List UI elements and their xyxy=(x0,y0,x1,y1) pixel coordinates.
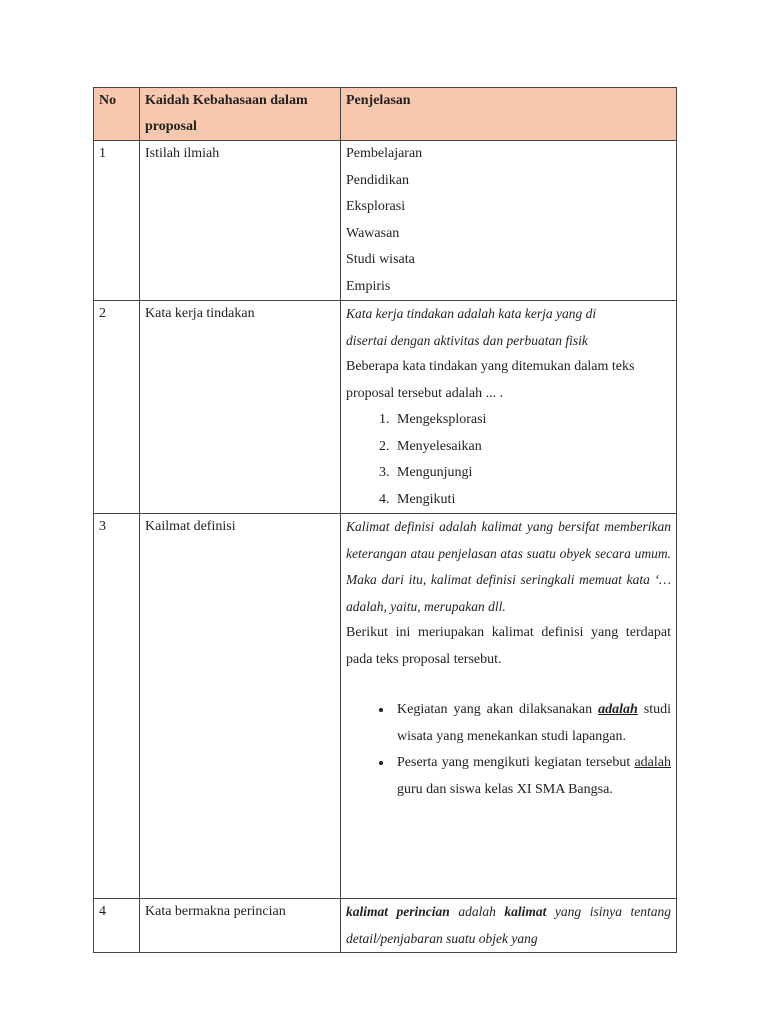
language-rules-table xyxy=(93,87,677,953)
term-kalimat-perincian: kalimat perincian xyxy=(346,904,450,919)
table-row xyxy=(94,899,677,953)
keyword-adalah: adalah xyxy=(598,702,638,717)
keyword-adalah: adalah xyxy=(634,755,671,770)
row-number: 1 xyxy=(94,141,140,301)
list-item: • Peserta yang mengikuti kegiatan tersebut adalah guru dan siswa kelas XI SMA Bangsa. xyxy=(393,750,671,803)
header-kaidah: Kaidah Kebahasaan dalam proposal xyxy=(140,88,341,141)
table-header-row xyxy=(94,88,677,141)
row-penjelasan xyxy=(341,899,677,953)
list-item: Pendidikan xyxy=(346,172,409,188)
row-kaidah: Kata bermakna perincian xyxy=(140,899,341,953)
row-kaidah: Istilah ilmiah xyxy=(140,141,341,301)
definition-paragraph: Kalimat definisi adalah kalimat yang bersifat memberikan keterangan atau penjelasan atas suatu obyek secara umum. Maka dari itu, kalimat definisi seringkali memuat kata ‘… adalah, yaitu, merupakan dll. xyxy=(346,519,671,614)
row-penjelasan xyxy=(341,301,677,514)
row-penjelasan xyxy=(341,514,677,899)
list-item: 1. Mengeksplorasi xyxy=(393,407,671,434)
table-row xyxy=(94,301,677,514)
table-row xyxy=(94,514,677,899)
row-kaidah: Kailmat definisi xyxy=(140,514,341,899)
list-item: Eksplorasi xyxy=(346,199,406,214)
term-kalimat: kalimat xyxy=(504,904,547,919)
intro-text: Beberapa kata tindakan yang ditemukan dalam teks proposal tersebut adalah ... . xyxy=(346,359,635,401)
row-kaidah: Kata kerja tindakan xyxy=(140,301,341,514)
list-item: Studi wisata xyxy=(346,252,415,267)
list-item: • Kegiatan yang akan dilaksanakan adalah studi wisata yang menekankan studi lapangan. xyxy=(393,697,671,750)
table-row xyxy=(94,141,677,301)
row-number: 4 xyxy=(94,899,140,953)
intro-text: Berikut ini meriupakan kalimat definisi yang terdapat pada teks proposal tersebut. xyxy=(346,625,671,667)
term-list xyxy=(346,141,671,300)
row-number: 3 xyxy=(94,514,140,899)
definition-line: Kata kerja tindakan adalah kata kerja yang di xyxy=(346,306,597,321)
list-item: Empiris xyxy=(346,278,391,294)
header-penjelasan: Penjelasan xyxy=(341,88,677,141)
definition-line: disertai dengan aktivitas dan perbuatan fisik xyxy=(346,332,588,348)
row-penjelasan xyxy=(341,141,677,301)
row-number: 2 xyxy=(94,301,140,514)
definition-examples xyxy=(346,697,671,803)
list-item: Pembelajaran xyxy=(346,146,423,161)
list-item: 2. Menyelesaikan xyxy=(393,434,671,461)
action-verb-list xyxy=(346,407,671,513)
header-no: No xyxy=(94,88,140,141)
list-item: 3. Mengunjungi xyxy=(393,460,671,487)
definition-paragraph: kalimat perincian adalah kalimat yang isinya tentang detail/penjabaran suatu objek yang xyxy=(346,904,671,946)
list-item: 4. Mengikuti xyxy=(393,487,671,514)
list-item: Wawasan xyxy=(346,225,400,241)
